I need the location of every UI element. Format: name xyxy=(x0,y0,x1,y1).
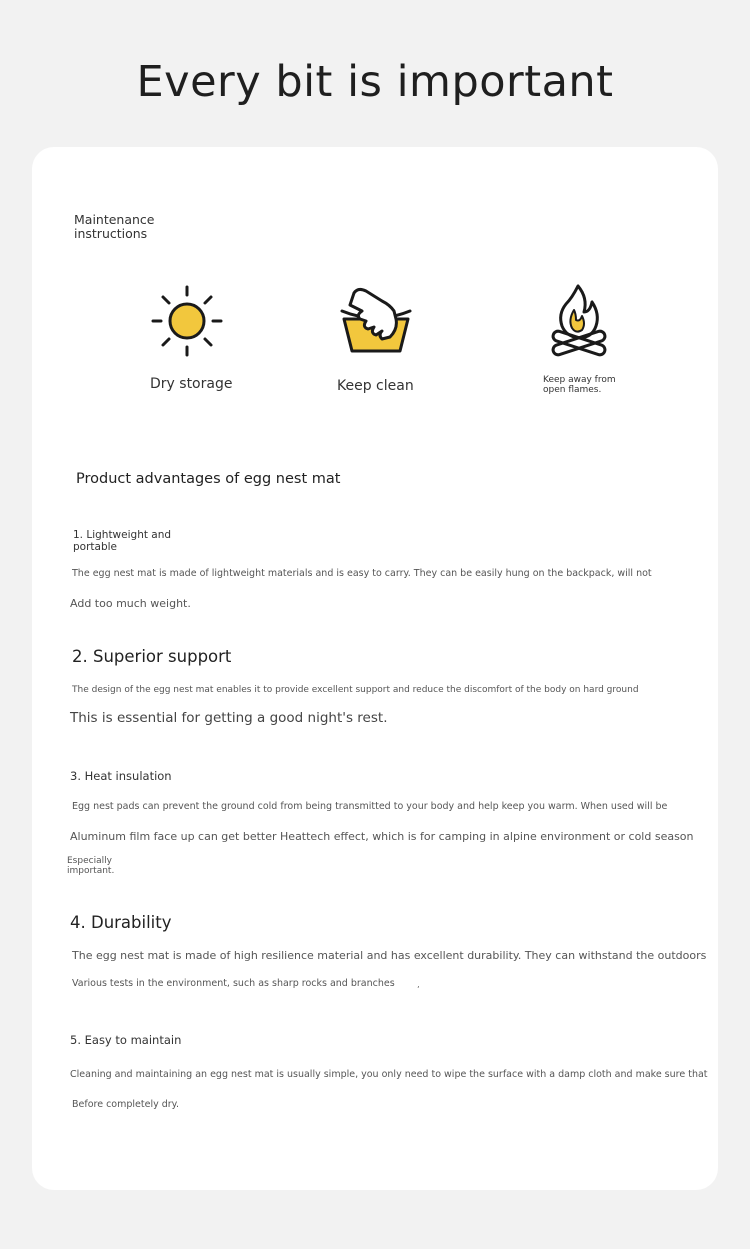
keep-clean-label: Keep clean xyxy=(337,378,414,394)
advantage-5-text-line2: Before completely dry. xyxy=(72,1099,179,1110)
advantages-title: Product advantages of egg nest mat xyxy=(76,471,341,487)
advantage-3-text-line2: Aluminum film face up can get better Heattech effect, which is for camping in alpine environment or cold season xyxy=(70,830,694,843)
advantage-4-heading: 4. Durability xyxy=(70,913,172,932)
advantage-3-heading: 3. Heat insulation xyxy=(70,769,172,783)
washing-hand-icon xyxy=(338,285,414,357)
advantage-4-text-line1: The egg nest mat is made of high resilience material and has excellent durability. They can withstand the outdoors xyxy=(72,949,707,962)
advantage-1-text-line1: The egg nest mat is made of lightweight materials and is easy to carry. They can be easily hung on the backpack, will not xyxy=(72,568,652,579)
advantage-5-heading: 5. Easy to maintain xyxy=(70,1033,182,1047)
dry-storage-label: Dry storage xyxy=(150,376,233,392)
advantage-3-text-line3: Especially important. xyxy=(67,856,115,876)
advantage-2-text-line1: The design of the egg nest mat enables it to provide excellent support and reduce the discomfort of the body on hard ground xyxy=(72,685,639,695)
page-title: Every bit is important xyxy=(136,56,614,107)
advantage-2-heading: 2. Superior support xyxy=(72,647,232,666)
advantage-2-text-line2: This is essential for getting a good night's rest. xyxy=(70,710,388,726)
keep-away-flames-label: Keep away from open flames. xyxy=(543,375,616,395)
advantage-4-mark: ʼ xyxy=(417,985,420,994)
advantage-1-text-line2: Add too much weight. xyxy=(70,597,191,610)
advantage-5-text-line1: Cleaning and maintaining an egg nest mat is usually simple, you only need to wipe the surface with a damp cloth and make sure that xyxy=(70,1069,708,1080)
content-card xyxy=(32,147,718,1190)
advantage-1-heading: 1. Lightweight and portable xyxy=(73,529,172,553)
advantage-4-text-line2: Various tests in the environment, such as sharp rocks and branches xyxy=(72,978,395,989)
campfire-icon xyxy=(548,282,610,360)
sun-icon xyxy=(150,284,224,358)
advantage-3-text-line1: Egg nest pads can prevent the ground cold from being transmitted to your body and help keep you warm. When used will be xyxy=(72,801,668,812)
maintenance-title: Maintenance instructions xyxy=(74,212,155,241)
